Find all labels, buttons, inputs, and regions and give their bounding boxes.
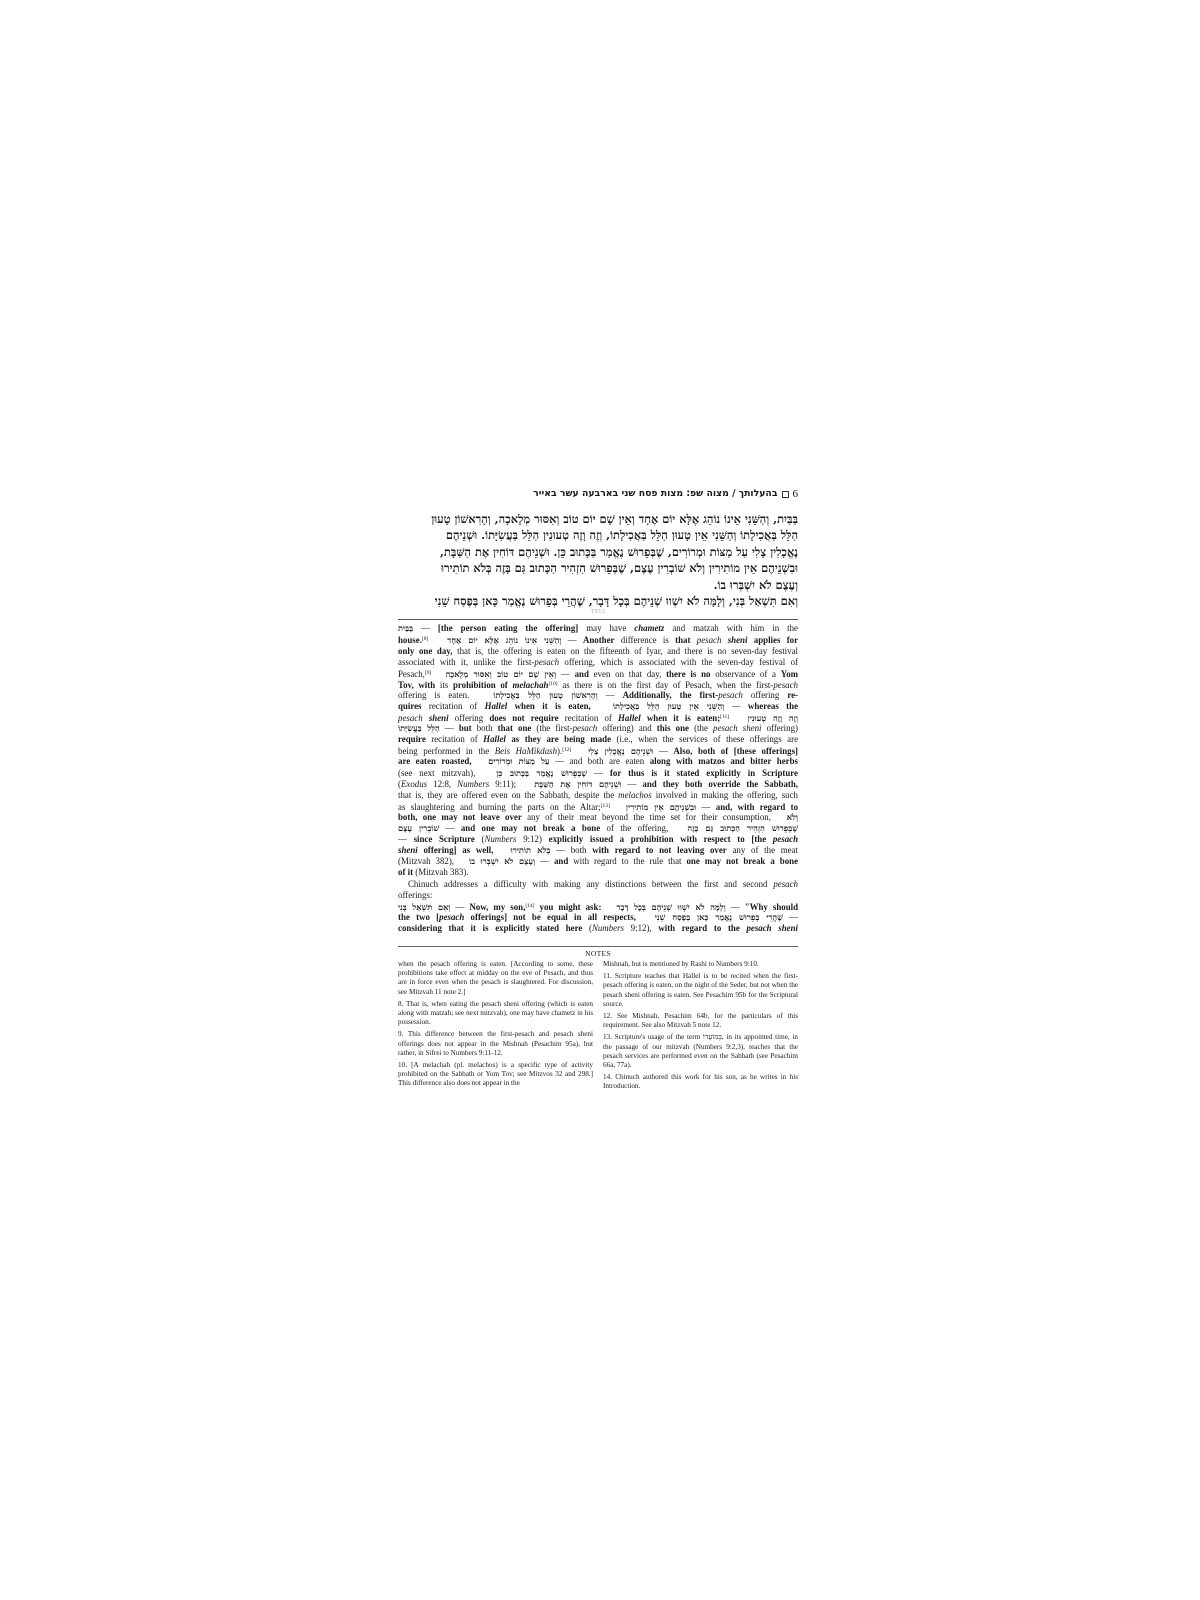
hebrew-line: בַּבַּיִת, וְהַשֵּׁנִי אֵינוֹ נוֹהֵג אֶלָּא יוֹם אֶחָד וְאֵין שָׁם יוֹם טוֹב וְאִסּוּר מְלָאכָה, וְהָרִאשׁוֹן טָעוּן [431,512,798,526]
commentary-line: (Exodus 12:8, Numbers 9:11); וּשְׁנֵיהֶם דּוֹחִין אֶת הַשַּׁבָּת — and they both override the Sabbath, [398,778,798,789]
footnote: 9. This difference between the first-pesach and pesach sheni offerings does not appear in the Mishnah (Pesachim 95a), but rather, in Sifrei to Numbers 9:11-12. [398,1030,593,1057]
footnote: when the pesach offering is eaten. [According to some, these prohibitions take effect at midday on the eve of Pesach, and thus are in force even when the pesach is slaughtered. For discussion, see Mitzvah 11 note 2.] [398,959,593,996]
hebrew-line: נֶאֱכָלִין צָלִי עַל מַצּוֹת וּמְרוֹרִים, שֶׁבְּפֵרוּשׁ נֶאֱמַר בַּכָּתוּב כֵּן. וּשְׁנֵיהֶם דּוֹחִין אֶת הַשַּׁבָּת, [439,544,798,559]
notes-heading: NOTES [585,948,611,958]
commentary-line: offering is eaten. וְהָרִאשׁוֹן טָעוּן הַלֵּל בַּאֲכִילָתוֹ — Additionally, the first-pesach offering re- [398,689,798,700]
commentary-line: Tov, with its prohibition of melachah[10] as there is on the first day of Pesach, when the first-pesach [398,679,798,690]
footnote: 10. [A melachah (pl. melachos) is a specific type of activity prohibited on the Sabbath or Yom Tov; see Mitzvos 32 and 298.] This difference also does not appear in the [398,1061,593,1088]
commentary-line: הַלֵּל בַּעֲשִׂיָּתוֹ — but both that one (the first-pesach offering) and this one (the pesach sheni offering) [398,723,798,734]
notes-column-right [603,960,798,1095]
notes-divider [398,946,798,947]
footnotes [398,960,798,1095]
commentary-line: that is, they are offered even on the Sabbath, despite the melachos involved in making the offering, such [398,789,798,800]
commentary-line: Chinuch addresses a difficulty with making any distinctions between the first and second pesach [408,878,798,889]
commentary-line: (see next mitzvah), שֶׁבְּפֵרוּשׁ נֶאֱמַר בַּכָּתוּב כֵּן — for thus is it stated explicitly in Scripture [398,767,798,778]
hebrew-line: וְעֶצֶם לֹא יִשְׁבְּרוּ בוֹ. [713,577,798,592]
footnote: 12. See Mishnah, Pesachim 64b, for the particulars of this requirement. See also Mitzvah 5 note 12. [603,1011,798,1030]
commentary-line: of it (Mitzvah 383). [398,867,469,878]
commentary-line: (Mitzvah 382), וְעֶצֶם לֹא יִשְׁבְּרוּ בוֹ — and with regard to the rule that one may not break a bone [398,856,798,867]
commentary-line: being performed in the Beis HaMikdash).[12] וּשְׁנֵיהֶם נֶאֱכָלִין צָלִי — Also, both of [these offerings] [398,746,798,757]
running-title: בהעלותך / מצוה שפ: מצות פסח שני בארבעה עשר באייר [533,488,778,499]
page-number: 6 [792,488,798,500]
commentary-line: require recitation of Hallel as they are being made (i.e., when the services of these offerings are [398,734,798,745]
commentary-line: considering that it is explicitly stated here (Numbers 9:12), with regard to the pesach sheni [398,922,798,933]
commentary-line: quires recitation of Hallel when it is eaten, וְהַשֵּׁנִי אֵין טָעוּן הַלֵּל בַּאֲכִילָתוֹ — whereas the [398,701,798,711]
commentary-line: Pesach,[9] וְאֵין שָׁם יוֹם טוֹב וְאִסּוּר מְלָאכָה — and even on that day, there is no observance of a Yom [398,668,798,679]
commentary-line: וְאִם תִּשְׁאַל בְּנִי — Now, my son,[14] you might ask: וְלָמָּה לֹא יִשְׁווּ שְׁנֵיהֶם בְּכָל דָּבָר — "Why should [398,901,798,912]
commentary-line: — since Scripture (Numbers 9:12) explicitly issued a prohibition with respect to [the pesach [398,834,798,845]
commentary-line: offerings: [398,889,433,900]
english-commentary [398,623,798,934]
footnote: 11. Scripture teaches that Hallel is to be recited when the first-pesach offering is eaten, on the night of the Seder, but not when the pesach sheni offering is eaten. See Pesachim 95b for the Scriptural source. [603,972,798,1008]
commentary-line: house.[8] וְהַשֵּׁנִי אֵינוֹ נוֹהֵג אֶלָּא יוֹם אֶחָד — Another difference is that pesach sheni applies for [398,635,798,646]
footnote: 13. Scripture's usage of the term בְּמוֹעֲדוֹ, in its appointed time, in the passage of our mitzvah (Numbers 9:2,3), teaches that the pesach services are performed even on the Sabbath (see Pesachim 66a, 77a). [603,1033,799,1069]
commentary-line: בַּבַּיִת — [the person eating the offering] may have chametz and matzah with him in the [398,623,798,634]
hebrew-main-text [398,511,798,609]
catchword: T93/2 [590,609,606,616]
footnote: 14. Chinuch authored this work for his son, as he writes in his Introduction. [603,1073,798,1091]
commentary-line: שׁוֹבְרִין עֶצֶם — and one may not break a bone of the offering, שֶׁבְּפֵרוּשׁ הִזְהִיר הַכָּתוּב גַּם בָּזֶה [398,823,798,834]
notes-column-left [398,960,593,1095]
footnote: Mishnah, but is mentioned by Rashi to Numbers 9:10. [603,959,759,968]
commentary-line: the two [pesach offerings] not be equal in all respects, שֶׁהֲרֵי בְּפֵרוּשׁ נֶאֱמַר כָּאן בְּפֶסַח שֵׁנִי — [398,911,798,922]
footnote: 8. That is, when eating the pesach sheni offering (which is eaten along with matzah; see next mitzvah), one may have chametz in his possession. [398,999,593,1027]
square-ornament-icon [782,491,789,498]
commentary-line: are eaten roasted, עַל מַצּוֹת וּמְרוֹרִים — and both are eaten along with matzos and bitter herbs [398,756,798,767]
commentary-line: as slaughtering and burning the parts on the Altar;[13] וּבִשְׁנֵיהֶם אֵין מוֹתִירִין — and, with regard to [398,801,798,812]
commentary-line: only one day, that is, the offering is eaten on the fifteenth of Iyar, and there is no seven-day festival [398,645,798,656]
hebrew-line: וְאִם תִּשְׁאַל בְּנִי, וְלָמָּה לֹא יִשְׁווּ שְׁנֵיהֶם בְּכָל דָּבָר, שֶׁהֲרֵי בְּפֵרוּשׁ נֶאֱמַר כָּאן בְּפֶסַח שֵׁנִי [434,593,798,608]
commentary-line: pesach sheni offering does not require recitation of Hallel when it is eaten;[11] וְזֶה וָזֶה טְעוּנִין [398,713,798,724]
divider [398,619,798,620]
running-header [398,487,798,501]
hebrew-line: וּבִשְׁנֵיהֶם אֵין מוֹתִירִין וְלֹא שׁוֹבְרִין עֶצֶם, שֶׁבְּפֵרוּשׁ הִזְהִיר הַכָּתוּב גַּם בָּזֶה בְּלֹא תוֹתִירוּ [441,561,798,576]
book-page [398,487,798,1095]
commentary-line: associated with it, unlike the first-pesach offering, which is associated with the seven-day festival of [398,656,798,667]
commentary-line: both, one may not leave over any of their meat beyond the time set for their consumption, וְלֹא [398,811,798,822]
hebrew-line: הַלֵּל בַּאֲכִילָתוֹ וְהַשֵּׁנִי אֵין טָעוּן הַלֵּל בַּאֲכִילָתוֹ, וְזֶה וָזֶה טְעוּנִין הַלֵּל בַּעֲשִׂיָּתוֹ. וּשְׁנֵיהֶם [445,528,798,543]
commentary-line: sheni offering] as well, בְּלֹא תוֹתִירוּ — both with regard to not leaving over any of the meat [398,845,798,856]
